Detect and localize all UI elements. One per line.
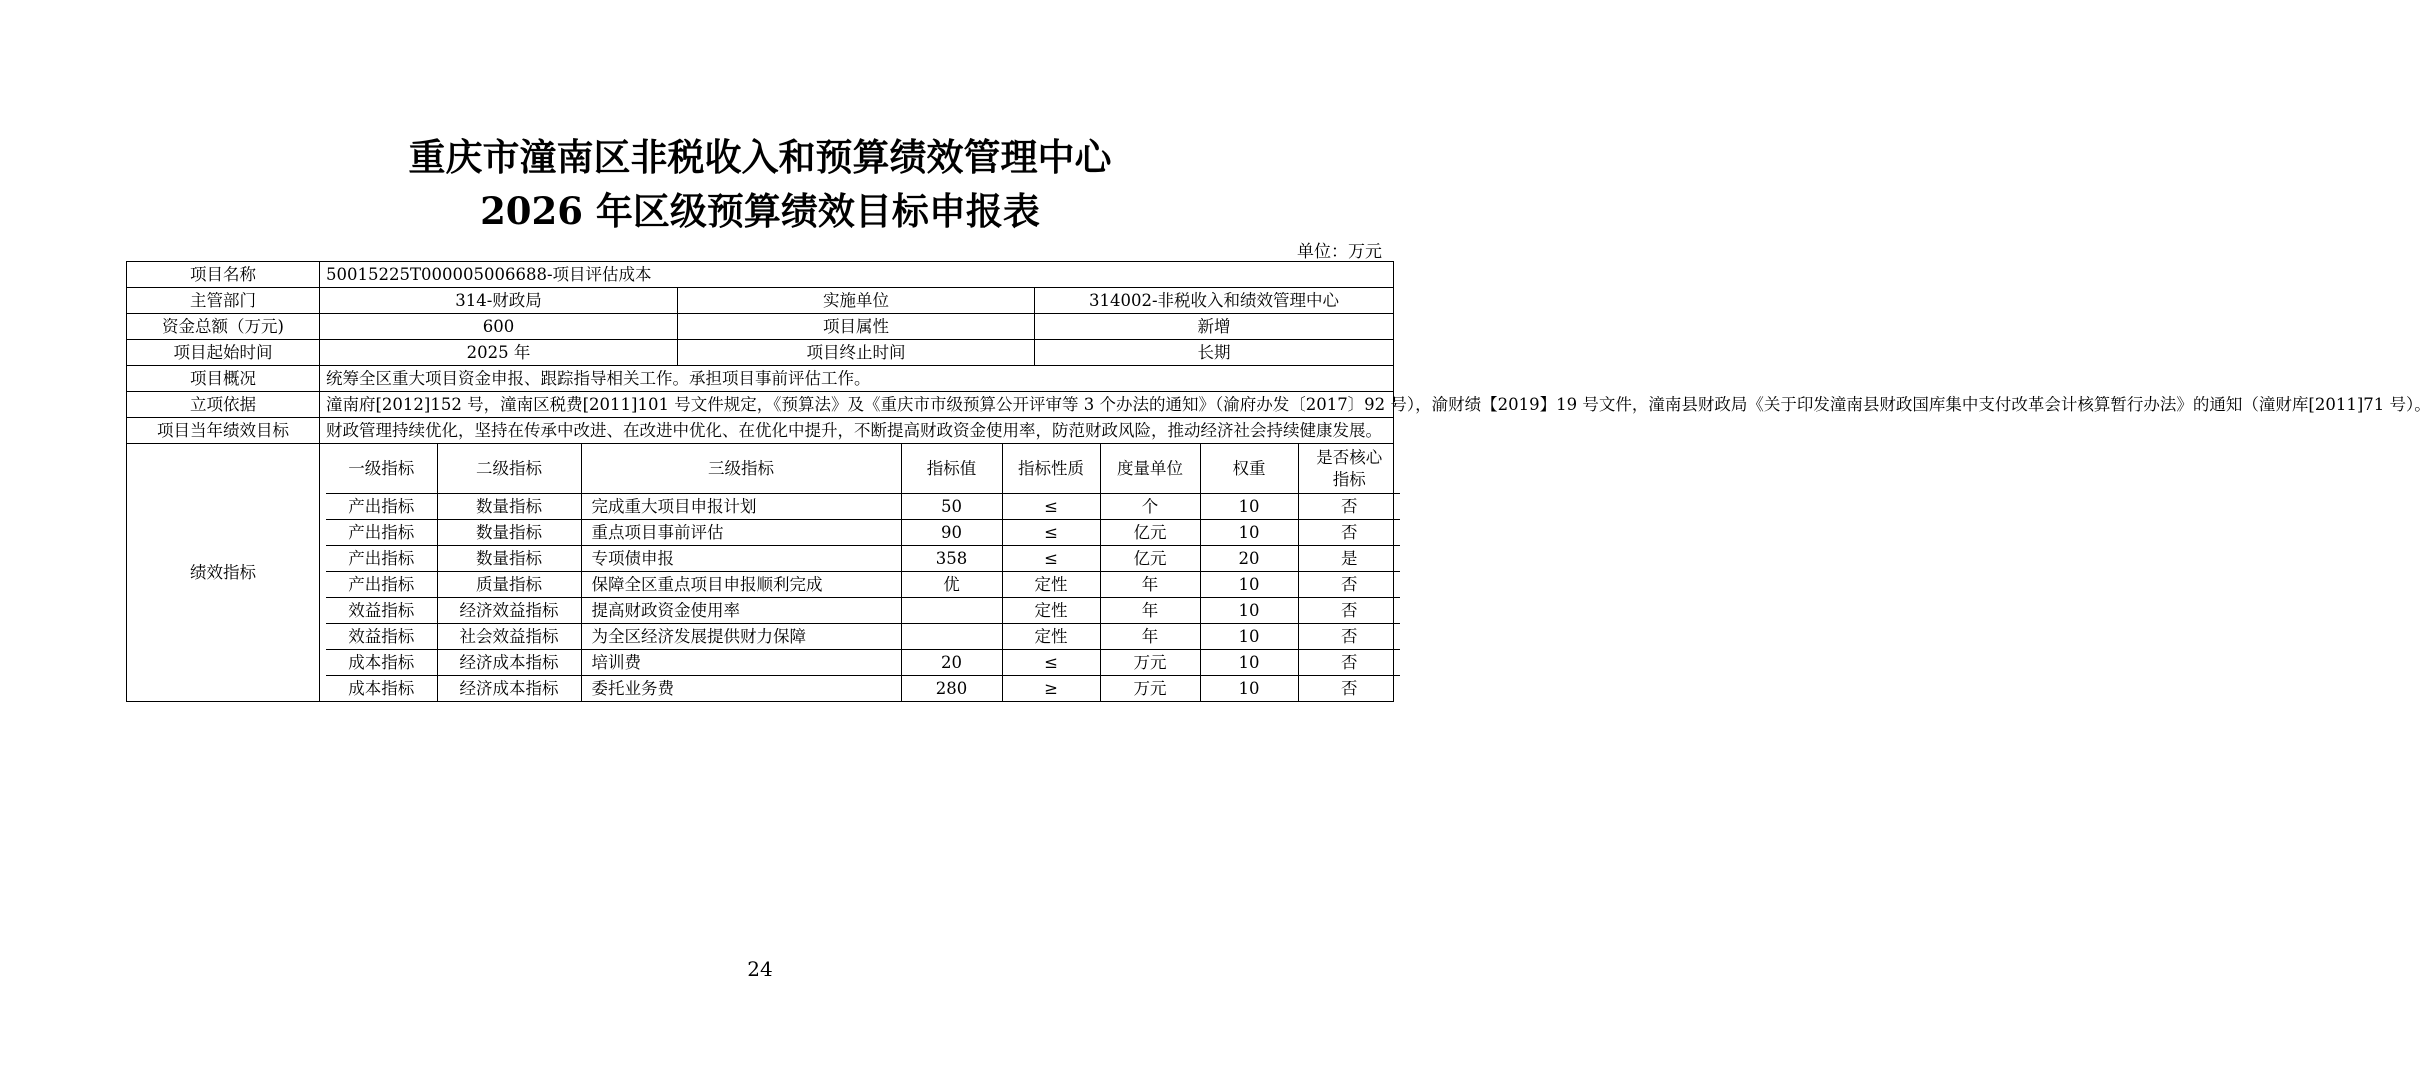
indicator-header-cell: 度量单位 [1100,444,1200,494]
indicator-cell: 重点项目事前评估 [581,520,901,546]
indicator-header-cell: 一级指标 [326,444,437,494]
indicator-header-cell: 指标值 [901,444,1002,494]
indicator-cell: 产出指标 [326,494,437,520]
indicator-cell: 10 [1200,520,1298,546]
indicator-cell: 社会效益指标 [437,624,581,650]
indicator-cell: 亿元 [1100,546,1200,572]
indicator-cell: 否 [1298,572,1400,598]
dept-value: 314-财政局 [320,288,678,314]
indicator-cell: 否 [1298,624,1400,650]
indicator-cell: 280 [901,676,1002,702]
indicator-row [326,650,1400,676]
page-title-line2: 2026 年区级预算绩效目标申报表 [480,189,1040,233]
overview-label: 项目概况 [127,366,320,392]
fund-label: 资金总额（万元) [127,314,320,340]
indicator-header-cell: 是否核心指标 [1298,444,1400,494]
indicator-row [326,572,1400,598]
indicator-cell [901,624,1002,650]
indicator-cell: 数量指标 [437,494,581,520]
indicator-row [326,676,1400,702]
indicators-header-row [326,444,1400,494]
indicator-cell: 定性 [1002,598,1100,624]
indicator-cell: 经济效益指标 [437,598,581,624]
indicator-cell: ≥ [1002,676,1100,702]
project-name-value: 50015225T000005006688-项目评估成本 [320,262,1394,288]
indicator-cell: 为全区经济发展提供财力保障 [581,624,901,650]
indicator-cell: 358 [901,546,1002,572]
start-label: 项目起始时间 [127,340,320,366]
indicator-header-cell: 指标性质 [1002,444,1100,494]
row-department [127,288,1394,314]
start-value: 2025 年 [320,340,678,366]
end-value: 长期 [1035,340,1394,366]
impl-label: 实施单位 [678,288,1035,314]
indicator-cell: 否 [1298,676,1400,702]
page-number: 24 [747,957,773,981]
indicator-cell: 成本指标 [326,676,437,702]
indicator-cell: 年 [1100,598,1200,624]
indicator-cell: 优 [901,572,1002,598]
row-project-name [127,262,1394,288]
row-overview [127,366,1394,392]
indicators-label: 绩效指标 [127,444,320,702]
indicator-cell: 定性 [1002,572,1100,598]
row-time [127,340,1394,366]
indicator-cell: 否 [1298,650,1400,676]
indicator-cell: 否 [1298,520,1400,546]
indicator-cell [901,598,1002,624]
indicator-row [326,494,1400,520]
unit-label: 单位：万元 [1297,242,1382,262]
indicator-cell: 提高财政资金使用率 [581,598,901,624]
impl-value: 314002-非税收入和绩效管理中心 [1035,288,1394,314]
indicator-row [326,546,1400,572]
goal-label: 项目当年绩效目标 [127,418,320,444]
indicator-header-cell: 权重 [1200,444,1298,494]
row-basis [127,392,1394,418]
indicators-table [326,444,1400,701]
basis-label: 立项依据 [127,392,320,418]
row-fund [127,314,1394,340]
project-name-label: 项目名称 [127,262,320,288]
indicator-cell: 保障全区重点项目申报顺利完成 [581,572,901,598]
indicator-cell: 10 [1200,494,1298,520]
indicator-cell: 完成重大项目申报计划 [581,494,901,520]
indicator-cell: ≤ [1002,650,1100,676]
budget-performance-table [126,261,2431,702]
indicator-cell: ≤ [1002,494,1100,520]
indicator-cell: 10 [1200,624,1298,650]
indicator-cell: ≤ [1002,546,1100,572]
indicator-cell: ≤ [1002,520,1100,546]
indicator-cell: 定性 [1002,624,1100,650]
indicator-header-cell: 三级指标 [581,444,901,494]
indicator-cell: 10 [1200,572,1298,598]
indicator-header-cell: 二级指标 [437,444,581,494]
overview-value: 统筹全区重大项目资金申报、跟踪指导相关工作。承担项目事前评估工作。 [320,366,1394,392]
page-title-line1: 重庆市潼南区非税收入和预算绩效管理中心 [408,135,1112,179]
indicator-cell: 年 [1100,624,1200,650]
indicator-cell: 10 [1200,676,1298,702]
end-label: 项目终止时间 [678,340,1035,366]
indicator-row [326,520,1400,546]
indicator-cell: 否 [1298,494,1400,520]
indicator-cell: 年 [1100,572,1200,598]
indicator-cell: 否 [1298,598,1400,624]
indicator-cell: 经济成本指标 [437,676,581,702]
indicator-row [326,624,1400,650]
indicator-cell: 个 [1100,494,1200,520]
indicator-cell: 亿元 [1100,520,1200,546]
indicator-cell: 10 [1200,650,1298,676]
attr-value: 新增 [1035,314,1394,340]
indicator-cell: 产出指标 [326,546,437,572]
basis-value: 潼南府[2012]152 号，潼南区税费[2011]101 号文件规定，《预算法》及《重庆市市级预算公开评审等 3 个办法的通知》（渝府办发〔2017〕92 号），渝财绩【2019】19 号文件，潼南县财政局《关于印发潼南县财政国库集中支付改革会计核算暂行办法》的通知（潼财库[2011]71 号）。 [320,392,1394,418]
indicator-cell: 专项债申报 [581,546,901,572]
row-goal [127,418,1394,444]
indicator-cell: 10 [1200,598,1298,624]
indicator-cell: 数量指标 [437,546,581,572]
indicators-cell [320,444,1394,702]
indicator-cell: 数量指标 [437,520,581,546]
indicator-cell: 效益指标 [326,624,437,650]
indicator-cell: 20 [1200,546,1298,572]
goal-value: 财政管理持续优化，坚持在传承中改进、在改进中优化、在优化中提升，不断提高财政资金使用率，防范财政风险，推动经济社会持续健康发展。 [320,418,1394,444]
indicator-cell: 质量指标 [437,572,581,598]
indicator-row [326,598,1400,624]
indicator-cell: 经济成本指标 [437,650,581,676]
indicator-cell: 产出指标 [326,520,437,546]
indicator-cell: 90 [901,520,1002,546]
fund-value: 600 [320,314,678,340]
indicator-cell: 效益指标 [326,598,437,624]
indicator-cell: 万元 [1100,676,1200,702]
indicator-cell: 50 [901,494,1002,520]
indicator-cell: 20 [901,650,1002,676]
indicator-cell: 是 [1298,546,1400,572]
dept-label: 主管部门 [127,288,320,314]
indicator-cell: 万元 [1100,650,1200,676]
indicator-cell: 培训费 [581,650,901,676]
row-indicators [127,444,1394,702]
attr-label: 项目属性 [678,314,1035,340]
indicator-cell: 委托业务费 [581,676,901,702]
indicator-cell: 产出指标 [326,572,437,598]
indicator-cell: 成本指标 [326,650,437,676]
